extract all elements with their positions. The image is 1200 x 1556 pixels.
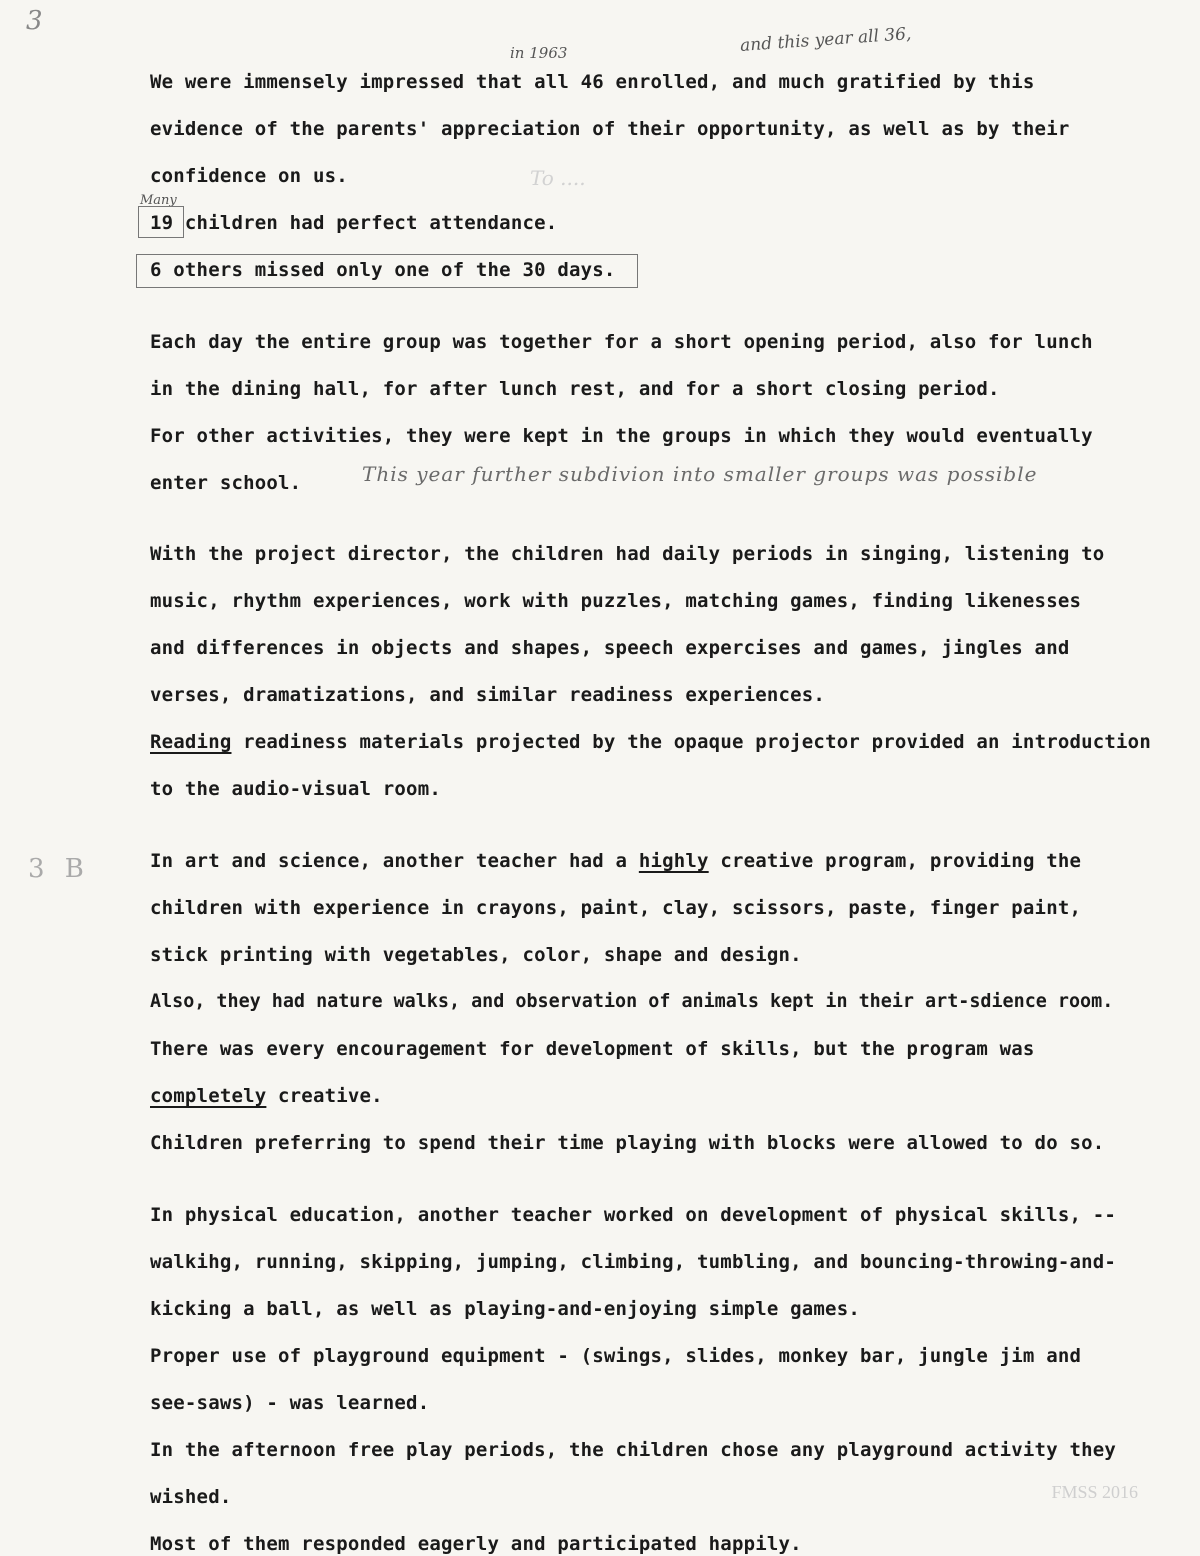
- margin-note-3b: 3 B: [28, 854, 90, 884]
- line-start: In art and science, another teacher had a: [150, 850, 639, 872]
- text-line: and differences in objects and shapes, speech expercises and games, jingles and: [150, 637, 1070, 659]
- text-line: Each day the entire group was together for a short opening period, also for lunch: [150, 331, 1093, 353]
- text-line: 6 others missed only one of the 30 days.: [150, 259, 616, 281]
- text-line: see-saws) - was learned.: [150, 1392, 430, 1414]
- text-line: to the audio-visual room.: [150, 778, 441, 800]
- attendance-text: children had perfect attendance.: [184, 212, 558, 234]
- annotation-in-1963: in 1963: [510, 44, 568, 62]
- annotation-faint: To ....: [530, 166, 586, 190]
- annotation-this-year: and this year all 36,: [739, 24, 912, 56]
- underlined-word: highly: [638, 850, 709, 872]
- text-line: We were immensely impressed that all 46 enrolled, and much gratified by this: [150, 71, 1035, 93]
- text-line: With the project director, the children had daily periods in singing, listening to: [150, 543, 1105, 565]
- text-line: Most of them responded eagerly and participated happily.: [150, 1533, 802, 1555]
- line-rest: readiness materials projected by the opaque projector provided an introduction: [231, 731, 1151, 753]
- text-line: evidence of the parents' appreciation of their opportunity, as well as by their: [150, 118, 1070, 140]
- text-line: enter school.: [150, 472, 302, 494]
- text-line: kicking a ball, as well as playing-and-enjoying simple games.: [150, 1298, 860, 1320]
- attendance-count: 19: [150, 212, 174, 234]
- text-line: Also, they had nature walks, and observation of animals kept in their art-sdience room.: [150, 991, 1114, 1012]
- line-rest: creative program, providing the: [708, 850, 1082, 872]
- line-rest: creative.: [266, 1085, 383, 1107]
- text-line: For other activities, they were kept in the groups in which they would eventually: [150, 425, 1093, 447]
- text-line: [150, 1084, 383, 1108]
- annotation-subdivision: This year further subdivion into smaller groups was possible: [362, 462, 1038, 486]
- text-line: In physical education, another teacher worked on development of physical skills, --: [150, 1204, 1117, 1226]
- annotation-many: Many: [140, 193, 177, 208]
- underlined-word: completely: [150, 1085, 267, 1107]
- text-line: [150, 849, 1081, 873]
- text-line: verses, dramatizations, and similar readiness experiences.: [150, 684, 826, 706]
- page-number: 3: [26, 6, 43, 36]
- text-line: Proper use of playground equipment - (swings, slides, monkey bar, jungle jim and: [150, 1345, 1082, 1367]
- underlined-word: Reading: [150, 731, 232, 753]
- text-line: wished.: [150, 1486, 232, 1508]
- text-line: children with experience in crayons, paint, clay, scissors, paste, finger paint,: [150, 897, 1082, 919]
- text-line: confidence on us.: [150, 165, 348, 187]
- text-line: stick printing with vegetables, color, shape and design.: [150, 944, 802, 966]
- text-line: music, rhythm experiences, work with puzzles, matching games, finding likenesses: [150, 590, 1082, 612]
- text-line: In the afternoon free play periods, the children chose any playground activity they: [150, 1439, 1117, 1461]
- text-line: There was every encouragement for development of skills, but the program was: [150, 1038, 1035, 1060]
- text-line: Children preferring to spend their time playing with blocks were allowed to do so.: [150, 1132, 1105, 1154]
- text-line: walkihg, running, skipping, jumping, climbing, tumbling, and bouncing-throwing-and-: [150, 1251, 1117, 1273]
- text-line: in the dining hall, for after lunch rest, and for a short closing period.: [150, 378, 1000, 400]
- watermark: FMSS 2016: [1051, 1482, 1138, 1502]
- text-line: [150, 211, 557, 235]
- text-line: [150, 730, 1151, 754]
